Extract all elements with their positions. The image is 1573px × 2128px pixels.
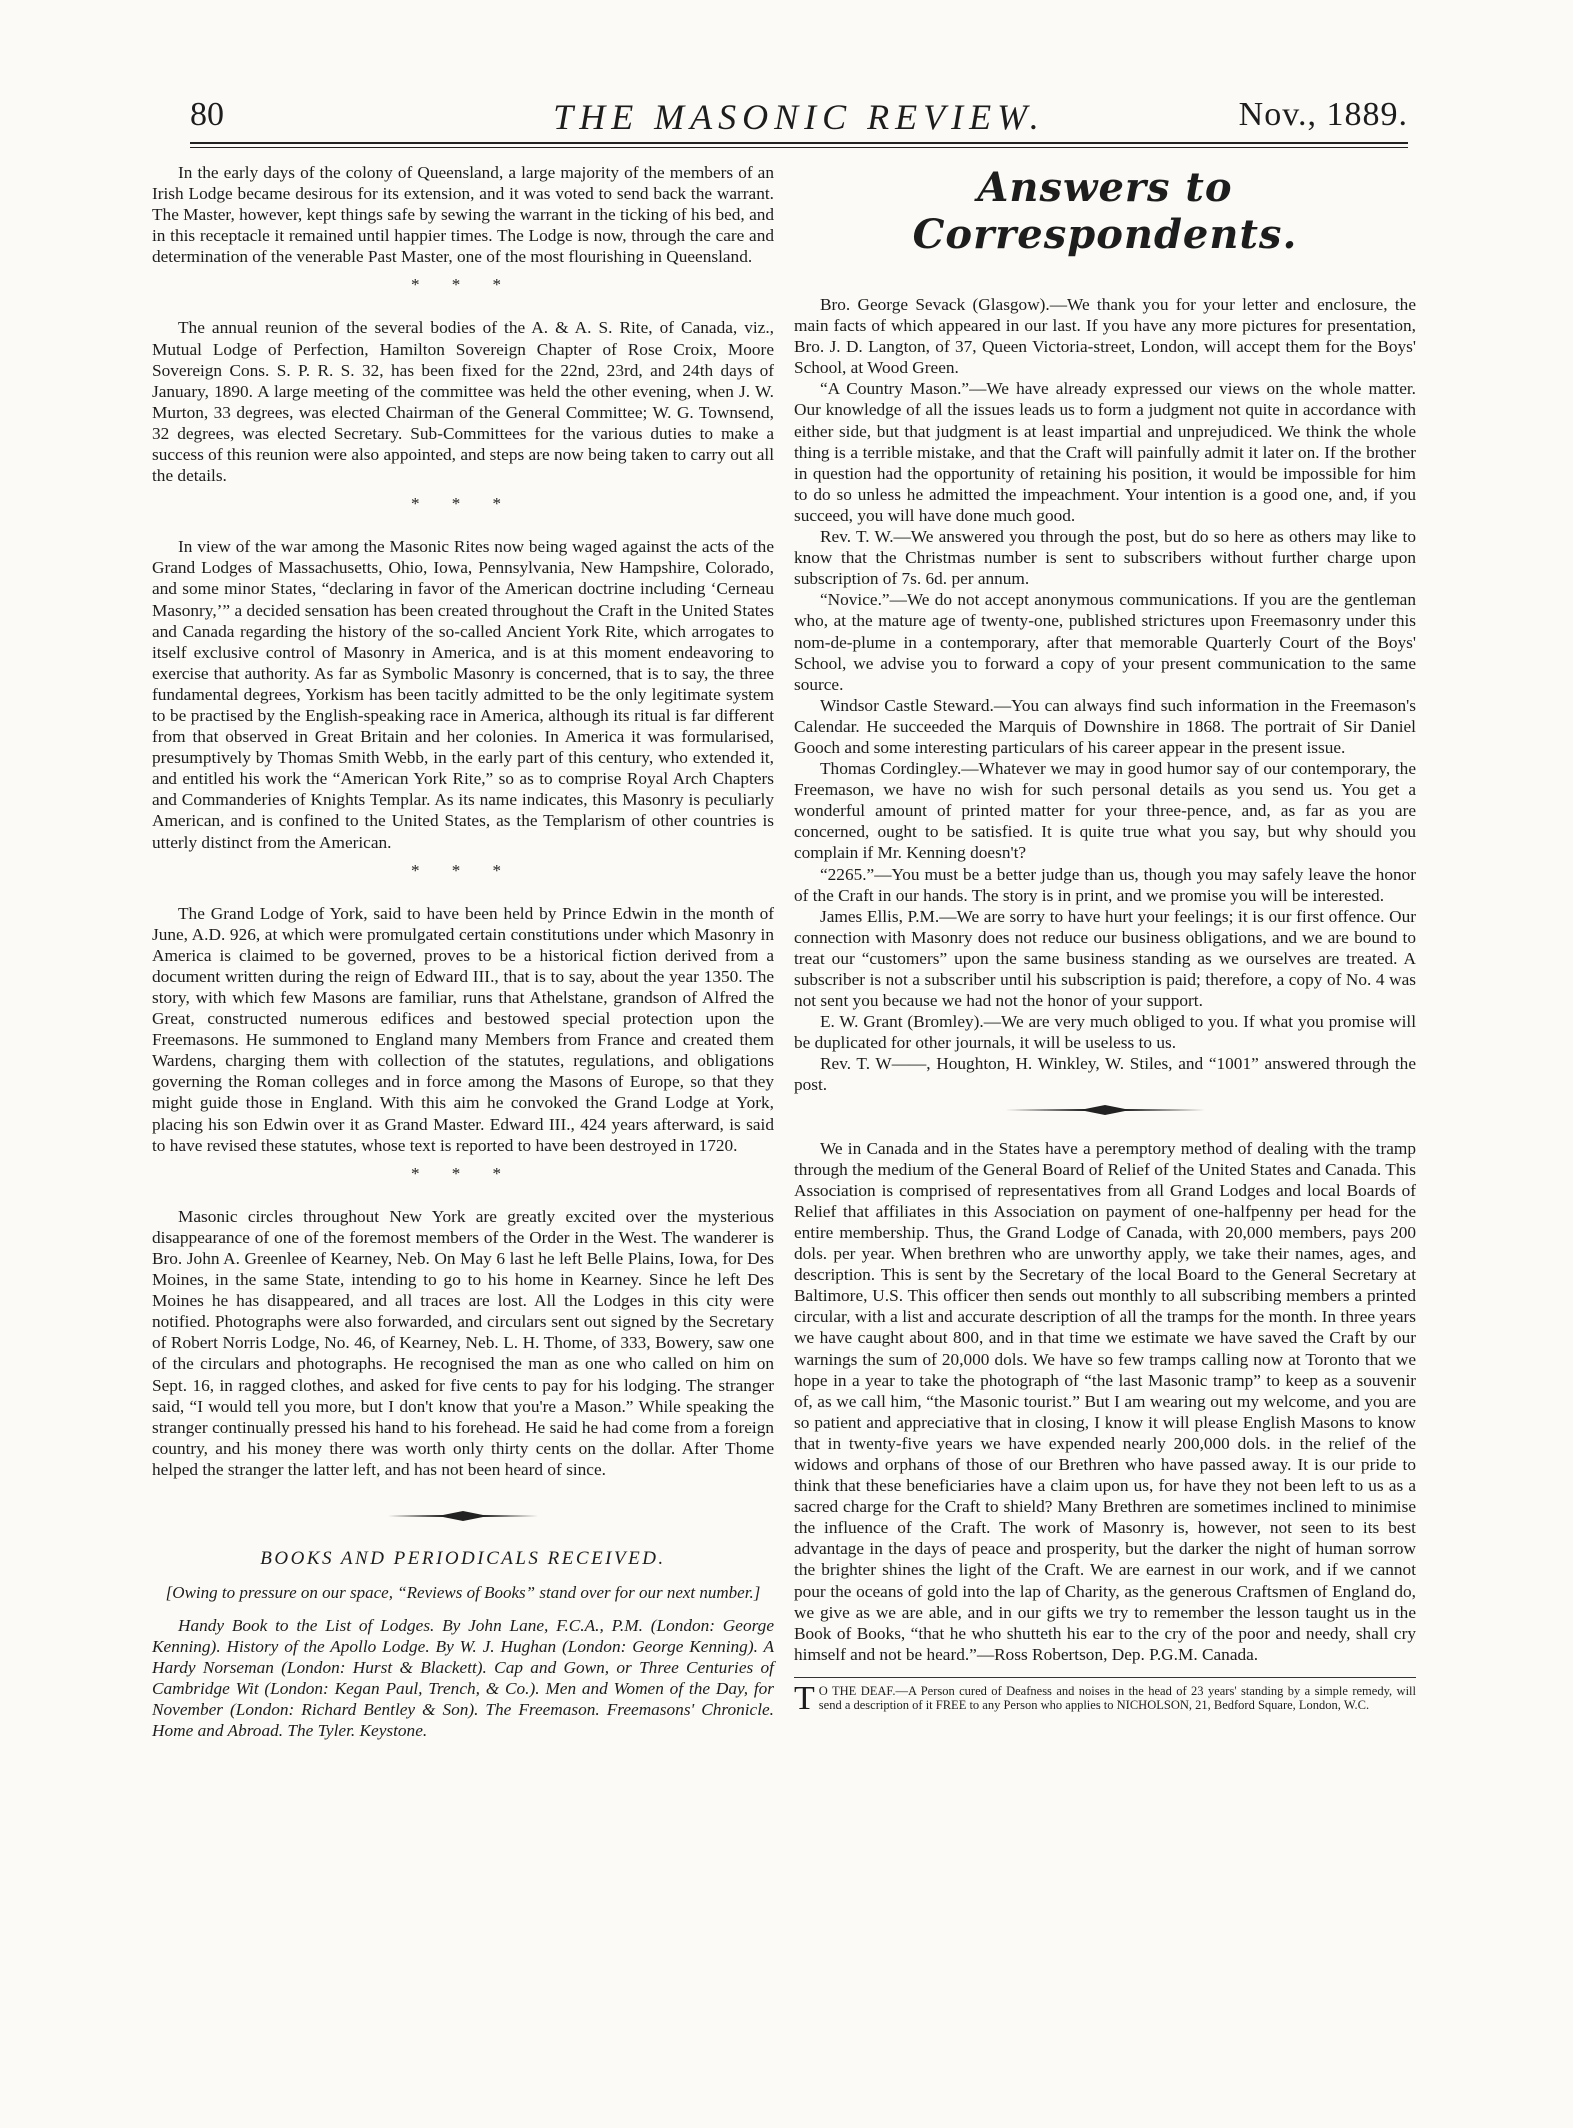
drop-cap: T (794, 1679, 815, 1717)
left-column (152, 162, 774, 1742)
answer-sevack: Bro. George Sevack (Glasgow).—We thank you for your letter and enclosure, the main facts of which appeared in our last. If you have any more pictures for presentation, Bro. J. D. Langton, of 37, Queen Victoria-street, London, will accept them for the Boys' School, at Wood Green. (794, 295, 1416, 378)
answer-windsor: Windsor Castle Steward.—You can always find such information in the Freemason's Calendar. He succeeded the Marquis of Downshire in 1868. The portrait of Sir Daniel Gooch and some interesting particulars of his career appear in the present issue. (794, 695, 1416, 757)
answer-2265: “2265.”—You must be a better judge than us, though you may safely leave the honor of the Craft in our hands. The story is in print, and we promise you will be interested. (794, 864, 1416, 905)
page-header (190, 96, 1408, 146)
issue-date: Nov., 1889. (1238, 96, 1408, 133)
answers-heading: Answers to Correspondents. (912, 164, 1298, 258)
section-divider-stars: * * * (411, 860, 515, 880)
section-divider-stars: * * * (411, 275, 515, 295)
ornament-rule-icon (388, 1510, 538, 1522)
advertisement-deaf (794, 1679, 1416, 1717)
header-rule-thick (190, 142, 1408, 144)
advertisement-text: O THE DEAF.—A Person cured of Deafness and noises in the head of 23 years' standing by a simple remedy, will send a description of it FREE to any Person who applies to NICHOLSON, 21, Bedford Square, London, W.C. (818, 1683, 1416, 1713)
header-rule-thin (190, 147, 1408, 148)
books-heading: BOOKS AND PERIODICALS RECEIVED. (260, 1547, 666, 1569)
paragraph-annual-reunion: The annual reunion of the several bodies of the A. & A. S. Rite, of Canada, viz., Mutual Lodge of Perfection, Hamilton Sovereign Chapter of Rose Croix, Moore Sovereign Cons. S. P. R. S. 32, has been fixed for the 22nd, 23rd, and 24th days of January, 1890. A large meeting of the committee was held the other evening, when J. W. Murton, 33 degrees, was elected Chairman of the General Committee; W. G. Townsend, 32 degrees, was elected Secretary. Sub-Committees for the various duties to make a success of this reunion were also appointed, and steps are now being taken to carry out all the details. (152, 318, 774, 486)
books-note: [Owing to pressure on our space, “Reviews of Books” stand over for our next number.] (165, 1582, 761, 1602)
answer-rev-tw: Rev. T. W.—We answered you through the post, but do so here as others may like to know that the Christmas number is sent to subscribers without further charge upon subscription of 7s. 6d. per annum. (794, 527, 1416, 589)
paragraph-disappearance: Masonic circles throughout New York are greatly excited over the mysterious disappearance of one of the foremost members of the Order in the West. The wanderer is Bro. John A. Greenlee of Kearney, Neb. On May 6 last he left Belle Plains, Iowa, for Des Moines, in the same State, intending to go to his home in Kearney. Since he left Des Moines he has disappeared, and all traces are lost. All the Lodges in this city were notified. Photographs were also forwarded, and circulars sent out signed by the Secretary of Robert Norris Lodge, No. 46, of Kearney, Neb. L. H. Thome, of 333, Bowery, saw one of the circulars and photographs. He recognised the man as one who called on him on Sept. 16, in ragged clothes, and asked for five cents to pay for his lodging. The stranger said, “I would tell you more, but I don't know that you're a Mason.” While speaking the stranger continually pressed his hand to his forehead. He said he had come from a foreign country, and his money there was worth only thirty cents on the dollar. After Thome helped the stranger the latter left, and has not been heard of since. (152, 1206, 774, 1479)
paragraph-grand-lodge-york: The Grand Lodge of York, said to have been held by Prince Edwin in the month of June, A.D. 926, at which were promulgated certain constitutions under which Masonry in America is claimed to be governed, proves to be a historical fiction derived from a document written during the reign of Edward III., that is to say, about the year 1350. The story, with which few Masons are familiar, runs that Athelstane, grandson of Alfred the Great, constructed numerous edifices and bestowed special protection upon the Freemasons. He summoned to England many Members from France and created them Wardens, charging them with collection of the statutes, regulations, and obligations governing the Roman colleges and in force among the Masons of Europe, so that they might guide those in England. With this aim he convoked the Grand Lodge at York, placing his son Edwin over it as Grand Master. Edward III., 424 years afterward, is said to have revised these statutes, whose text is reported to have been destroyed in 1720. (152, 903, 774, 1155)
divider-rule (794, 1677, 1416, 1678)
ornament-rule-icon (1005, 1104, 1205, 1116)
answer-ellis: James Ellis, P.M.—We are sorry to have hurt your feelings; it is our first offence. Our connection with Masonry does not reduce our business obligations, and we are bound to treat our “customers” upon the same business standing as we ourselves are treated. A subscriber is not a subscriber until his subscription is paid; therefore, a copy of No. 4 was not sent you because we had not the honor of your support. (794, 906, 1416, 1011)
paragraph-canada-relief: We in Canada and in the States have a peremptory method of dealing with the tramp through the medium of the General Board of Relief of the United States and Canada. This Association is comprised of representatives from all Grand Lodges and local Boards of Relief that affiliates in this Association on payment of one-halfpenny per head for the entire membership. Thus, the Grand Lodge of Canada, with 20,000 members, pays 200 dols. per year. When brethren who are unworthy apply, we take their names, ages, and description. This is sent by the Secretary of the local Board to the General Secretary at Baltimore, U.S. This officer then sends out monthly to all subscribing members a printed circular, with a list and accurate description of all the tramps for the month. In three years we have caught about 800, and in that time we estimate we have saved the Craft by our warnings the sum of 20,000 dols. We have so few tramps calling now at Toronto that we hope in a year to take the photograph of “the last Masonic tramp” to keep as a souvenir of, as we call him, “the Masonic tourist.” But I am wearing out my welcome, and you are so patient and appreciative that in closing, I know it will please English Masons to know that in twenty-five years we have expended nearly 200,000 dols. in the relief of the widows and orphans of those of our Brethren who have passed away. It is our pride to think that these beneficiaries have a claim upon us, for have they not been left to us as a sacred charge for the Craft to shield? Many Brethren are sometimes inclined to minimise the influence of the Craft. The work of Masonry is, however, not seen to its best advantage in the days of peace and prosperity, but the darker the night of human sorrow the brighter shines the light of the Craft. We are earnest in our work, and if we cannot pour the oceans of gold into the lap of Charity, as the generous Craftsmen of England do, we give as we are able, and in our gifts we try to remember the lesson taught us in the Book of Books, “that he who shutteth his ear to the cry of the poor and needy, shall cry himself and not be heard.”—Ross Robertson, Dep. P.G.M. Canada. (794, 1138, 1416, 1664)
section-divider-stars: * * * (411, 494, 515, 514)
answer-novice: “Novice.”—We do not accept anonymous communications. If you are the gentleman who, at the mature age of twenty-one, published strictures upon Freemasonry under this nom-de-plume in a contemporary, after that memorable Quarterly Court of the Boys' School, we advise you to forward a copy of your present communication to the same source. (794, 590, 1416, 694)
page-number: 80 (190, 96, 224, 133)
publication-title: THE MASONIC REVIEW. (553, 97, 1045, 137)
answer-cordingley: Thomas Cordingley.—Whatever we may in good humor say of our contemporary, the Freemason, we have no wish for such personal details as you send us. You get a wonderful amount of printed matter for your three-pence, and, as far as you are concerned, ought to be satisfied. It is quite true what you say, but why should you complain if Mr. Kenning doesn't? (794, 759, 1416, 863)
answer-country-mason: “A Country Mason.”—We have already expressed our views on the whole matter. Our knowledge of all the issues leads us to form a judgment not quite in accordance with either side, but that judgment is at least impartial and unprejudiced. We think the whole thing is a terrible mistake, and that the Craft will painfully admit it later on. If the brother in question had the opportunity of retaining his position, it would be impossible for him to do so unless he admitted the impeachment. Your intention is a good one, and, if you succeed, you will have done much good. (794, 379, 1416, 525)
right-column (794, 162, 1416, 1717)
answer-post: Rev. T. W——, Houghton, H. Winkley, W. Stiles, and “1001” answered through the post. (794, 1054, 1416, 1095)
answer-grant: E. W. Grant (Bromley).—We are very much obliged to you. If what you promise will be duplicated for other journals, it will be useless to us. (794, 1012, 1416, 1053)
section-divider-stars: * * * (411, 1163, 515, 1183)
paragraph-masonic-rites-war: In view of the war among the Masonic Rites now being waged against the acts of the Grand Lodges of Massachusetts, Ohio, Iowa, Pennsylvania, New Hampshire, Colorado, and some minor States, “declaring in favor of the American doctrine including ‘Cerneau Masonry,’” a decided sensation has been created throughout the Craft in the United States and Canada regarding the history of the so-called Ancient York Rite, which arrogates to itself exclusive control of Masonry in America, and is at this moment endeavoring to exercise that authority. As far as Symbolic Masonry is concerned, that is to say, the three fundamental degrees, Yorkism has been tacitly admitted to be the only legitimate system to be practised by the English-speaking race in America, although its ritual is far different from that observed in Great Britain and her colonies. In America it was formularised, presumptively by Thomas Smith Webb, in the early part of this century, who extended it, and entitled his work the “American York Rite,” so as to comprise Royal Arch Chapters and Commanderies of Knights Templar. As its name indicates, this Masonry is peculiarly American, and is confined to the United States, as the Templarism of other countries is utterly distinct from the American. (152, 537, 774, 852)
books-list: Handy Book to the List of Lodges. By John Lane, F.C.A., P.M. (London: George Kenning). History of the Apollo Lodge. By W. J. Hughan (London: George Kenning). A Hardy Norseman (London: Hurst & Blackett). Cap and Gown, or Three Centuries of Cambridge Wit (London: Kegan Paul, Trench, & Co.). Men and Women of the Day, for November (London: Richard Bentley & Son). The Freemason. Freemasons' Chronicle. Home and Abroad. The Tyler. Keystone. (152, 1615, 774, 1741)
paragraph-queensland: In the early days of the colony of Queensland, a large majority of the members of an Irish Lodge became desirous for its extension, and it was voted to send back the warrant. The Master, however, kept things safe by sewing the warrant in the ticking of his bed, and in this receptacle it remained until happier times. The Lodge is now, through the care and determination of the venerable Past Master, one of the most flourishing in Queensland. (152, 163, 775, 267)
